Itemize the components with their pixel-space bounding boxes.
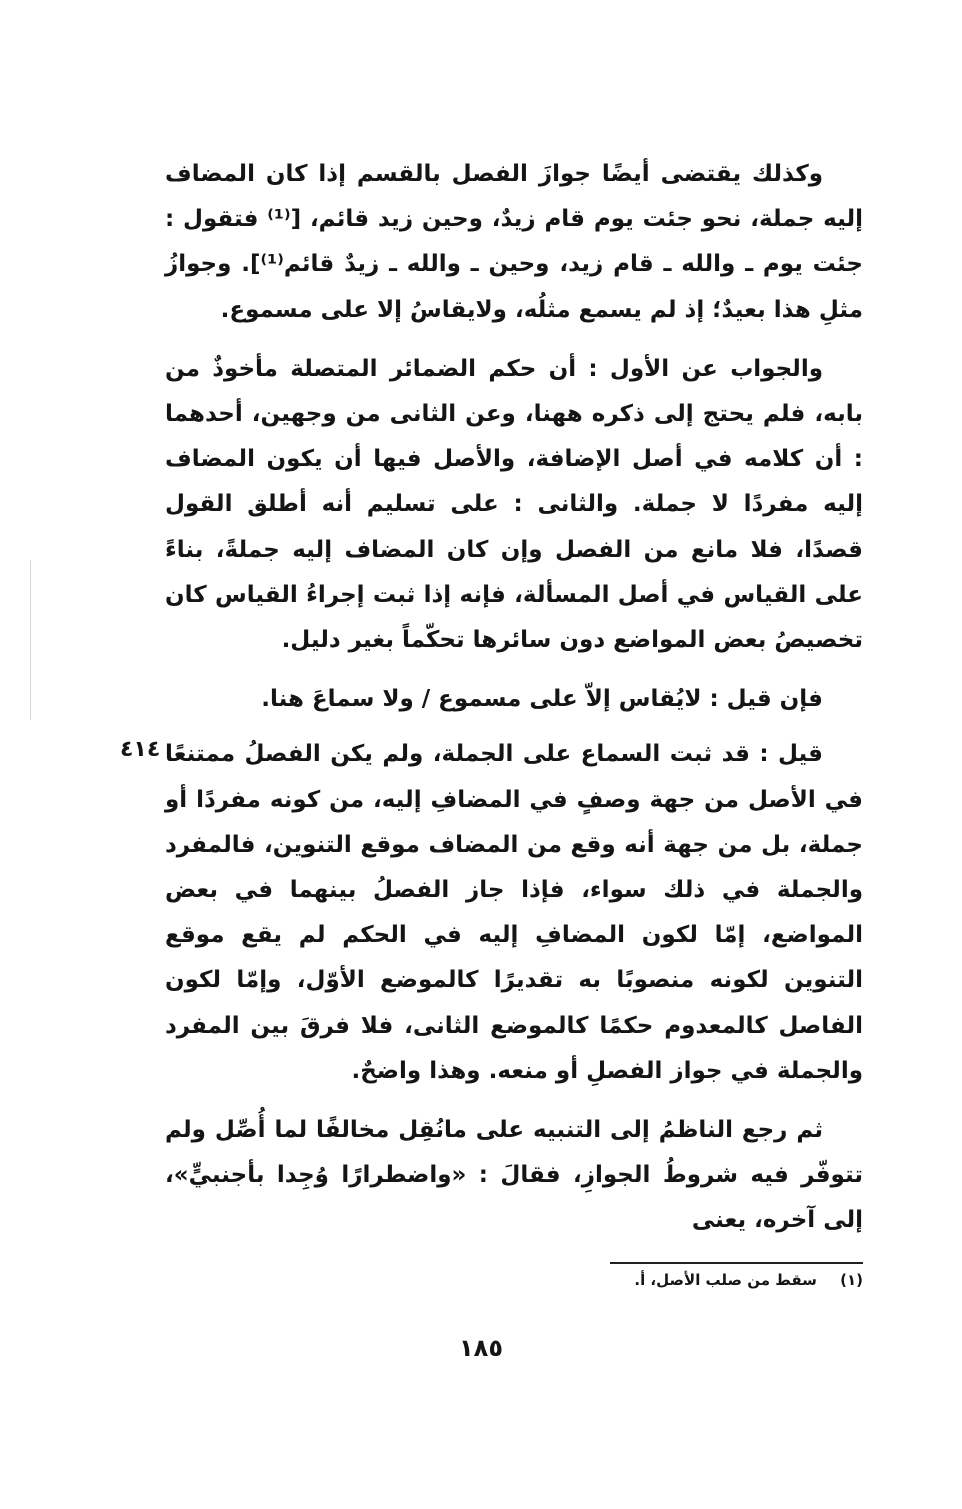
paragraph-2: والجواب عن الأول : أن حكم الضمائر المتصلة مأخوذٌ من بابه، فلم يحتج إلى ذكره ههنا، وعن الثانى من وجهين، أحدهما : أن كلامه في أصل الإضافة، والأصل فيها أن يكون المضاف إليه مفردًا لا جملة. والثانى : على تسليم أنه أطلق القول قصدًا، فلا مانع من الفصل وإن كان المضاف إليه جملةً، بناءً على القياس في أصل المسألة، فإنه إذا ثبت إجراءُ القياس كان تخصيصُ بعض المواضع دون سائرها تحكّماً بغير دليل. — [165, 355, 863, 654]
page-number: ١٨٥ — [459, 1334, 503, 1362]
paragraph-4: قيل : قد ثبت السماع على الجملة، ولم يكن الفصلُ ممتنعًا في الأصل من جهة وصفٍ في المضافِ إليه، من كونه مفردًا أو جملة، بل من جهة أنه وقع من المضاف موقع التنوين، فالمفرد والجملة في ذلك سواء، فإذا جاز الفصلُ بينهما في بعض المواضع، إمّا لكون المضافِ إليه في الحكم لم يقع موقع التنوين لكونه منصوبًا به تقديرًا كالموضع الأوّل، وإمّا لكون الفاصل كالمعدوم حكمًا كالموضع الثانى، فلا فرقَ بين المفرد والجملة في جواز الفصلِ أو منعه. وهذا واضحٌ. — [165, 741, 863, 1084]
paragraph-5: ثم رجع الناظمُ إلى التنبيه على مانُقِل مخالفًا لما أُصِّل ولم تتوفّر فيه شروطُ الجوازِ، فقالَ : «واضطرارًا وُجِدا بأجنبيٍّ»، إلى آخره، يعنى — [165, 1117, 863, 1234]
main-text-column — [165, 152, 863, 1258]
paragraph-3: فإن قيل : لايُقاس إلاّ على مسموع / ولا سماعَ هنا. — [261, 686, 823, 713]
footnote — [560, 1268, 863, 1292]
footnote-divider — [610, 1262, 863, 1264]
footnote-text: سقط من صلب الأصل، أ. — [634, 1271, 817, 1289]
scan-edge-line — [30, 560, 31, 720]
paragraph-1: وكذلك يقتضى أيضًا جوازَ الفصل بالقسم إذا كان المضاف إليه جملة، نحو جئت يوم قام زيدٌ، وحين زيد قائم، [⁽¹⁾ فتقول : جئت يوم ـ والله ـ قام زيد، وحين ـ والله ـ زيدٌ قائم⁽¹⁾]. وجوازُ مثلِ هذا بعيدٌ؛ إذ لم يسمع مثلُه، ولايقاسُ إلا على مسموع. — [165, 161, 863, 323]
footnote-mark: (١) — [840, 1271, 863, 1289]
manuscript-folio-number: ٤١٤ — [120, 737, 161, 762]
